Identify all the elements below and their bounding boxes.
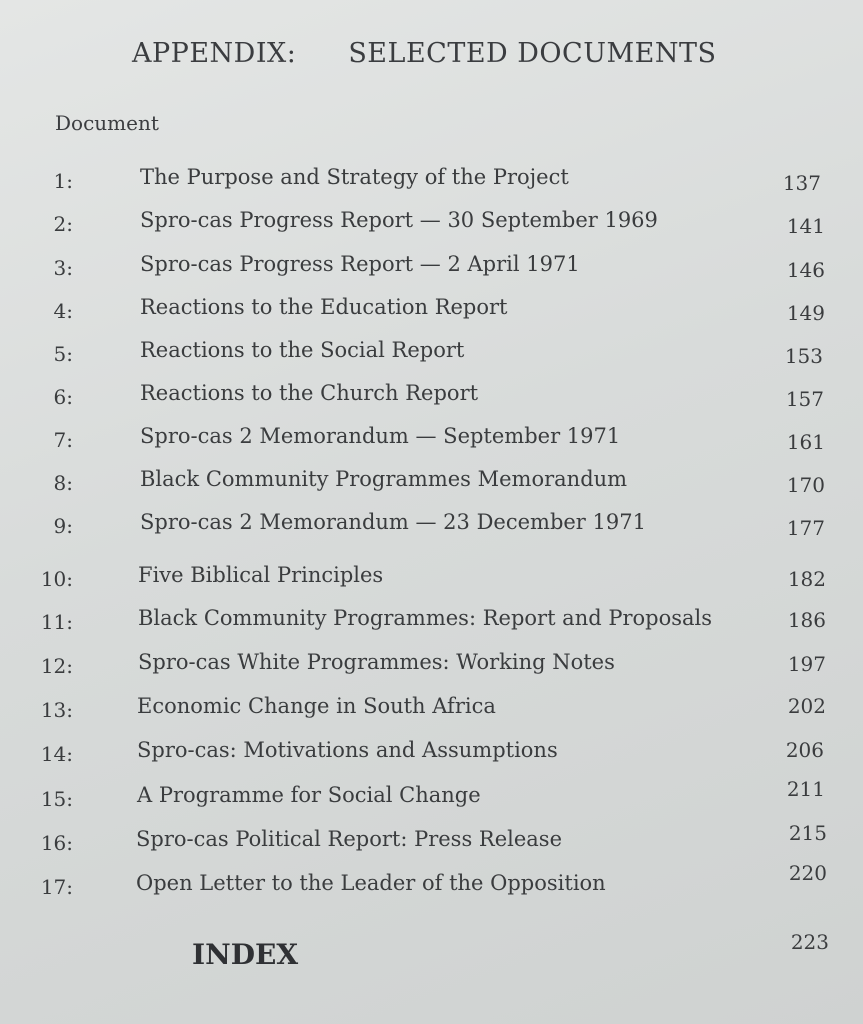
entry-page-number: 215	[788, 821, 827, 845]
contents-entry	[0, 821, 863, 861]
entry-number: 1:	[53, 169, 73, 193]
entry-number: 2:	[53, 212, 73, 236]
contents-entry	[0, 252, 863, 286]
entry-number: 14:	[40, 742, 73, 766]
entry-title: Reactions to the Social Report	[140, 338, 465, 362]
entry-title: Spro-cas 2 Memorandum — September 1971	[140, 424, 621, 448]
entry-page-number: 177	[786, 516, 825, 540]
entry-number: 6:	[53, 385, 73, 409]
contents-entry	[0, 777, 863, 817]
contents-entry	[0, 338, 863, 372]
entry-page-number: 211	[786, 777, 825, 801]
entry-title: A Programme for Social Change	[137, 783, 481, 807]
entry-page-number: 157	[785, 387, 824, 411]
entry-page-number: 149	[786, 301, 825, 325]
entry-page-number: 161	[786, 430, 825, 454]
contents-entry	[0, 381, 863, 415]
entry-number: 12:	[40, 654, 73, 678]
entry-page-number: 206	[785, 738, 824, 762]
index-label: INDEX	[192, 938, 299, 971]
entry-page-number: 137	[782, 171, 821, 195]
contents-entry	[0, 650, 863, 684]
entry-title: Spro-cas: Motivations and Assumptions	[137, 738, 558, 762]
entry-number: 8:	[53, 471, 73, 495]
entry-page-number: 170	[786, 473, 825, 497]
entry-title: Open Letter to the Leader of the Opposition	[136, 871, 606, 895]
entry-number: 16:	[40, 831, 73, 855]
entry-page-number: 186	[787, 608, 826, 632]
entry-number: 5:	[53, 342, 73, 366]
contents-entry	[0, 424, 863, 458]
entry-title: Black Community Programmes: Report and Proposals	[138, 606, 713, 630]
entry-title: Spro-cas Political Report: Press Release	[136, 827, 563, 851]
entry-title: Five Biblical Principles	[138, 563, 384, 587]
heading-appendix-label: APPENDIX:	[132, 38, 297, 69]
entry-number: 4:	[53, 299, 73, 323]
entry-page-number: 197	[787, 652, 826, 676]
entry-number: 7:	[53, 428, 73, 452]
contents-entry	[0, 295, 863, 329]
entry-title: Economic Change in South Africa	[137, 694, 496, 718]
entry-title: Spro-cas White Programmes: Working Notes	[138, 650, 615, 674]
contents-entry	[0, 208, 863, 242]
contents-entry	[0, 510, 863, 544]
index-page-number: 223	[790, 930, 829, 954]
contents-entry	[0, 694, 863, 728]
entry-title: Spro-cas 2 Memorandum — 23 December 1971	[140, 510, 646, 534]
entry-title: The Purpose and Strategy of the Project	[140, 165, 569, 189]
contents-entry	[0, 467, 863, 501]
entry-title: Spro-cas Progress Report — 30 September 1969	[140, 208, 658, 232]
contents-entry	[0, 861, 863, 905]
index-row	[0, 930, 863, 980]
contents-entry	[0, 606, 863, 640]
entry-page-number: 146	[786, 258, 825, 282]
entry-number: 13:	[40, 698, 73, 722]
contents-entry	[0, 563, 863, 597]
entry-number: 15:	[40, 787, 73, 811]
contents-entry	[0, 738, 863, 772]
entry-number: 17:	[40, 875, 73, 899]
entry-page-number: 141	[786, 214, 825, 238]
contents-entry	[0, 165, 863, 199]
document-column-label: Document	[55, 111, 159, 135]
entry-number: 9:	[53, 514, 73, 538]
entry-number: 3:	[53, 256, 73, 280]
entry-page-number: 202	[787, 694, 826, 718]
entry-page-number: 182	[787, 567, 826, 591]
entry-title: Reactions to the Education Report	[140, 295, 508, 319]
entry-title: Black Community Programmes Memorandum	[140, 467, 628, 491]
entry-page-number: 153	[784, 344, 823, 368]
entry-number: 10:	[40, 567, 73, 591]
entry-page-number: 220	[788, 861, 827, 885]
entry-title: Reactions to the Church Report	[140, 381, 479, 405]
entry-title: Spro-cas Progress Report — 2 April 1971	[140, 252, 580, 276]
entry-number: 11:	[40, 610, 73, 634]
heading-selected-documents: SELECTED DOCUMENTS	[348, 38, 717, 69]
